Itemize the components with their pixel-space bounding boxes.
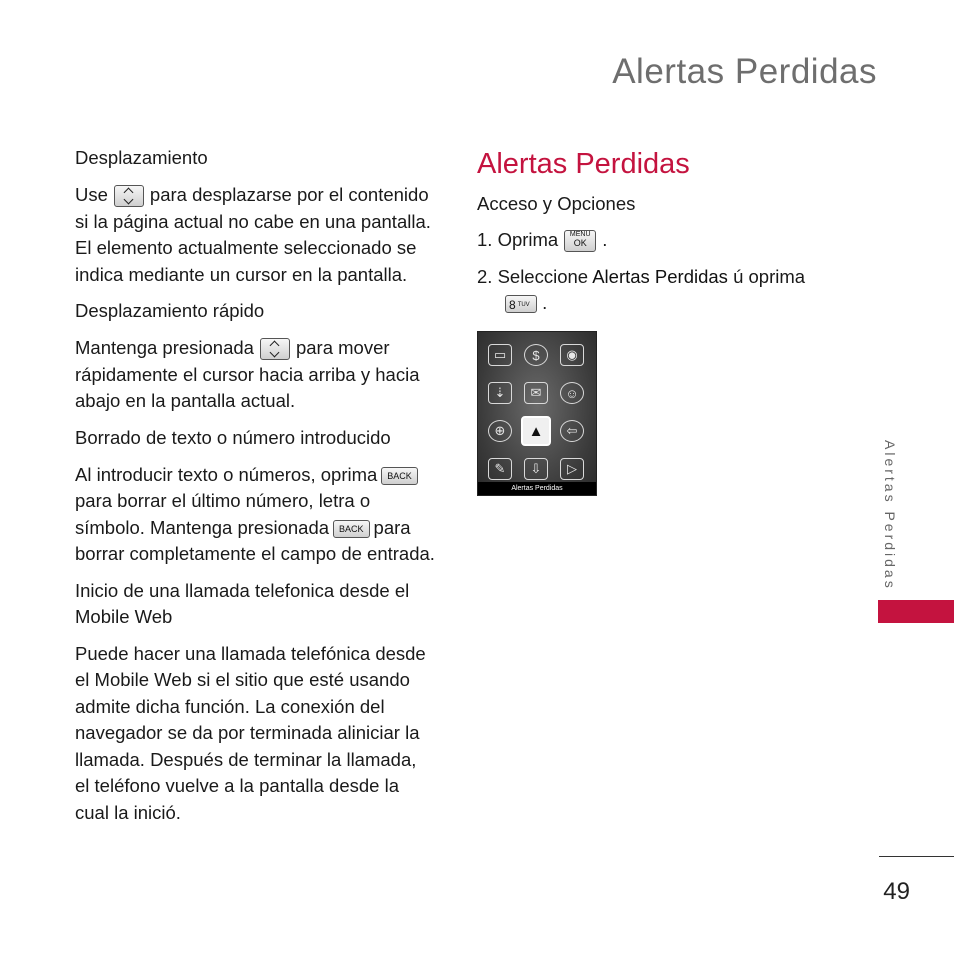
step-2 (477, 264, 857, 317)
section-title: Alertas Perdidas (477, 148, 690, 180)
delete-text-paragraph (75, 462, 435, 568)
menu-ok-key-icon (564, 230, 596, 252)
mail-icon: ✉ (524, 382, 548, 404)
ok-key-label: OK (573, 238, 587, 249)
page-number: 49 (883, 878, 910, 905)
dollar-icon: $ (524, 344, 548, 366)
key-8-icon (505, 295, 537, 313)
step-2-bold: Alertas Perdidas (592, 265, 728, 287)
folder-icon: ⇩ (524, 458, 548, 480)
briefcase-icon: ▭ (488, 344, 512, 366)
step-1-end: . (602, 229, 608, 250)
phone-screen-illustration (477, 331, 597, 496)
step-2-text: 2. Seleccione (477, 265, 589, 287)
page-header-title: Alertas Perdidas (612, 52, 877, 91)
fast-scroll-paragraph (75, 335, 435, 415)
contacts-icon: ☺ (560, 382, 584, 404)
scroll-post: para desplazarse por el contenido si la página actual no cabe en una pantalla. El elemento actualmente seleccionado se indica mediante un cursor en la pantalla. (75, 184, 431, 285)
nav-key-icon (114, 185, 144, 207)
step-1 (477, 227, 857, 254)
right-column (477, 145, 857, 317)
fast-scroll-post: para mover rápidamente el cursor hacia arriba y hacia abajo en la pantalla actual. (75, 337, 420, 411)
key-8-letters: TUV (517, 302, 530, 309)
step-2-end: . (542, 292, 548, 313)
fast-scroll-pre: Mantenga presionada (75, 337, 254, 358)
fast-scroll-heading: Desplazamiento rápido (75, 300, 265, 321)
step-1-text: 1. Oprima (477, 229, 559, 250)
tools-icon: ✎ (488, 458, 512, 480)
back-key-icon: BACK (381, 467, 418, 485)
side-section-label (870, 440, 910, 595)
side-label-text: Alertas Perdidas (882, 440, 898, 591)
footer-rule (879, 856, 954, 857)
menu-key-label: MENU (569, 231, 591, 239)
phone-icon-grid (482, 336, 592, 488)
web-call-paragraph: Puede hacer una llamada telefónica desde el Mobile Web si el sitio que esté usando admite dicha función. La conexión del navegador se da por terminada aliniciar la llamada. Después de terminar la llamada, el teléfono vuelve a la pantalla desde la cual la inició. (75, 642, 426, 823)
web-call-heading: Inicio de una llamada telefonica desde el Mobile Web (75, 579, 410, 627)
delete-text-b: para borrar el último número, letra o símbolo. Mantenga presionada (75, 490, 371, 538)
alert-icon: ▲ (521, 416, 551, 446)
delete-text-a: Al introducir texto o números, oprima (75, 463, 378, 485)
cart-icon: ⇣ (488, 382, 512, 404)
key-8-digit: 8 (509, 298, 516, 313)
play-icon: ▷ (560, 458, 584, 480)
step-2-post: ú oprima (733, 265, 806, 287)
globe-icon: ⊕ (488, 420, 512, 442)
delete-text-c: para borrar completamente el campo de entrada. (75, 516, 435, 564)
back-key-icon: BACK (333, 520, 370, 538)
scroll-paragraph (75, 182, 435, 288)
access-options-heading: Acceso y Opciones (477, 193, 636, 214)
left-column (75, 145, 435, 826)
scroll-heading: Desplazamiento (75, 147, 208, 168)
camera-icon: ◉ (560, 344, 584, 366)
nav-key-icon (260, 338, 290, 360)
scroll-pre: Use (75, 184, 108, 205)
delete-text-heading: Borrado de texto o número introducido (75, 426, 391, 448)
side-tab-marker (878, 600, 954, 623)
phone-screen-label: Alertas Perdidas (478, 482, 596, 495)
arrow-circle-icon: ⇦ (560, 420, 584, 442)
